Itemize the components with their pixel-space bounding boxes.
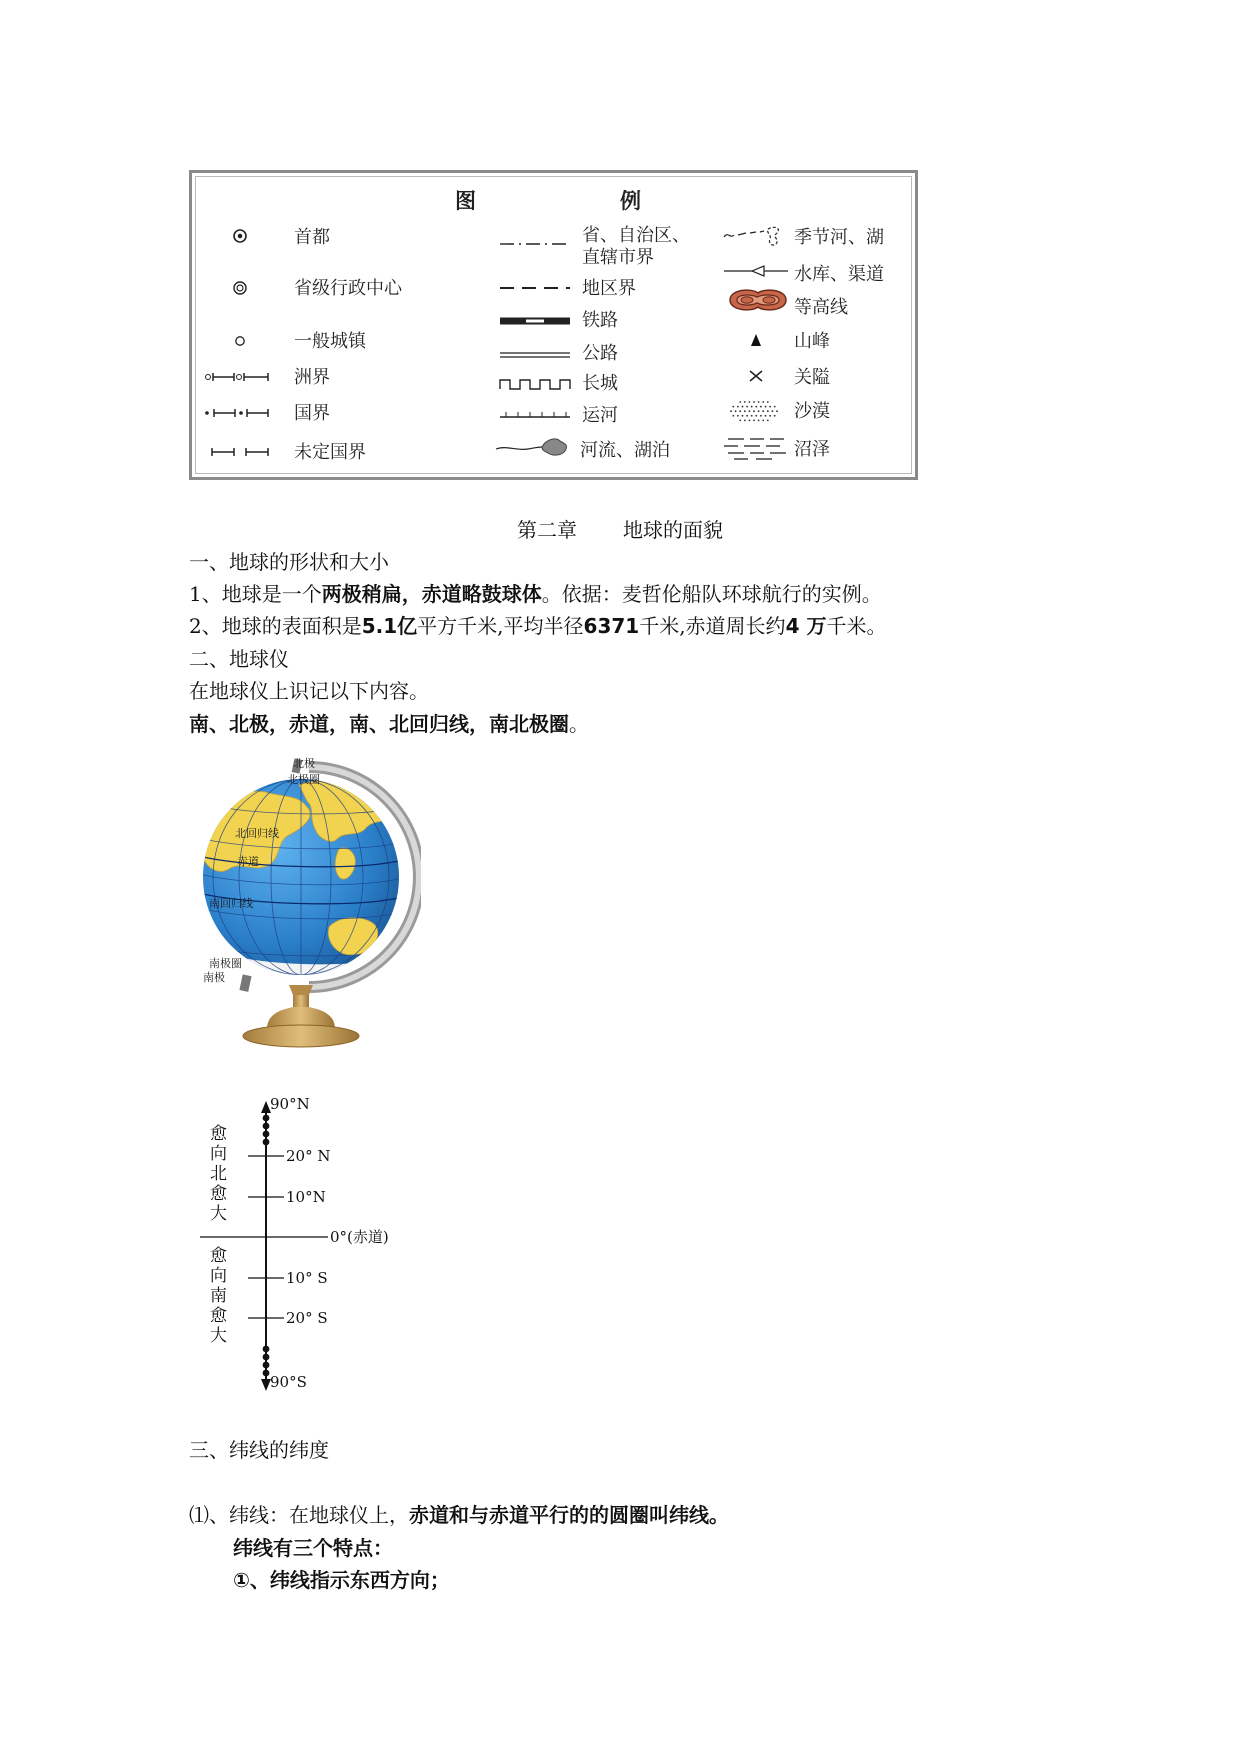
swamp-icon	[724, 435, 788, 461]
desert-dot	[762, 410, 764, 412]
legend-railway: 铁路	[582, 310, 618, 331]
tick-90N: 90°N	[270, 1095, 310, 1113]
desert-dot	[751, 406, 753, 408]
desert-dot	[772, 410, 774, 412]
section-1-heading: 一、地球的形状和大小	[189, 550, 389, 574]
legend-great-wall: 长城	[582, 373, 618, 394]
great-wall-icon	[500, 378, 570, 390]
south-char-5: 大	[210, 1326, 227, 1346]
legend-river-lake: 河流、湖泊	[580, 440, 670, 461]
tick-20S: 20° S	[286, 1309, 328, 1327]
river-lake-icon	[494, 435, 574, 459]
label-south-pole: 南极	[203, 971, 225, 984]
desert-dot	[762, 401, 764, 403]
desert-dot	[744, 410, 746, 412]
peak-icon	[750, 333, 762, 347]
desert-dot	[749, 420, 751, 422]
tick-10S: 10° S	[286, 1269, 328, 1287]
desert-dot	[744, 401, 746, 403]
label-equator: 赤道	[237, 855, 259, 868]
national-boundary-icon	[204, 408, 272, 418]
legend-peak: 山峰	[794, 331, 830, 352]
p5-prefix: ⑴、纬线：在地球仪上，	[189, 1503, 409, 1527]
desert-dot	[746, 415, 748, 417]
latitude-diagram	[200, 1095, 410, 1399]
legend-province-boundary-2: 直辖市界	[582, 247, 654, 268]
undefined-boundary-icon	[204, 447, 272, 457]
legend-desert: 沙漠	[794, 401, 830, 422]
legend-prefecture-boundary: 地区界	[582, 278, 636, 299]
tick-20N: 20° N	[286, 1147, 331, 1165]
desert-dot	[749, 401, 751, 403]
paragraph-latitude-feature-1: ①、纬线指示东西方向；	[233, 1568, 450, 1592]
globe-figure	[189, 757, 421, 1071]
p4-bold: 南、北极，赤道，南、北回归线，南北极圈	[189, 712, 569, 736]
desert-dot	[751, 415, 753, 417]
desert-dot	[762, 420, 764, 422]
paragraph-latitude-definition	[189, 1502, 729, 1528]
prefecture-boundary-icon	[500, 285, 570, 291]
map-legend	[189, 170, 918, 480]
legend-swamp: 沼泽	[794, 439, 830, 460]
label-north-pole: 北极	[293, 757, 315, 770]
p2-circumference-value: 4 万	[785, 614, 827, 638]
reservoir-channel-icon	[724, 265, 788, 277]
section-2-heading: 二、地球仪	[189, 647, 289, 671]
p1-suffix: 。依据：麦哲伦船队环球航行的实例。	[541, 582, 882, 606]
desert-dot	[744, 420, 746, 422]
tick-90S: 90°S	[270, 1373, 307, 1391]
town-icon	[234, 335, 246, 347]
desert-dot	[735, 410, 737, 412]
legend-town: 一般城镇	[294, 331, 366, 352]
label-tropic-cancer: 北回归线	[235, 827, 279, 840]
p2-text-2: 千米,赤道周长约	[639, 614, 786, 638]
legend-continent-boundary: 洲界	[294, 367, 330, 388]
p2-radius-value: 6371	[583, 614, 640, 638]
desert-dot	[776, 410, 778, 412]
desert-dot	[767, 401, 769, 403]
north-char-1: 愈	[210, 1124, 227, 1144]
desert-dot	[760, 406, 762, 408]
section-3-heading: 三、纬线的纬度	[189, 1438, 329, 1462]
desert-dot	[767, 410, 769, 412]
p2-prefix: 2、地球的表面积是	[189, 614, 362, 638]
legend-provincial-center: 省级行政中心	[294, 278, 402, 299]
south-char-4: 愈	[210, 1306, 227, 1326]
legend-seasonal-river: 季节河、湖	[794, 227, 884, 248]
desert-dot	[739, 420, 741, 422]
continent-boundary-icon	[204, 372, 272, 382]
tick-10N: 10°N	[286, 1188, 326, 1206]
north-char-4: 愈	[210, 1184, 227, 1204]
p1-bold: 两极稍扁，赤道略鼓球体	[321, 582, 542, 606]
paragraph-globe-intro: 在地球仪上识记以下内容。	[189, 679, 429, 703]
north-char-2: 向	[210, 1144, 227, 1164]
desert-dot	[758, 410, 760, 412]
desert-dot	[774, 415, 776, 417]
desert-dot	[737, 415, 739, 417]
south-char-3: 南	[210, 1286, 227, 1306]
label-tropic-capricorn: 南回归线	[209, 897, 253, 910]
desert-dot	[753, 401, 755, 403]
legend-province-boundary-1: 省、自治区、	[582, 225, 690, 246]
desert-dot	[732, 415, 734, 417]
highway-icon	[500, 351, 570, 359]
desert-dot	[737, 406, 739, 408]
contour-icon	[726, 286, 790, 314]
desert-dot	[774, 406, 776, 408]
desert-dot	[760, 415, 762, 417]
desert-dot	[765, 406, 767, 408]
desert-dot	[755, 406, 757, 408]
capital-icon	[232, 228, 248, 244]
paragraph-latitude-features: 纬线有三个特点：	[233, 1536, 393, 1560]
desert-dot	[758, 420, 760, 422]
legend-canal: 运河	[582, 405, 618, 426]
p2-area-value: 5.1亿	[361, 614, 418, 638]
label-arctic-circle: 北极圈	[287, 773, 320, 786]
desert-dot	[730, 410, 732, 412]
desert-dot	[739, 410, 741, 412]
legend-title-left: 图	[455, 189, 476, 213]
desert-dot	[742, 415, 744, 417]
desert-dot	[755, 415, 757, 417]
legend-national-boundary: 国界	[294, 403, 330, 424]
desert-dot	[753, 410, 755, 412]
legend-inner-border	[195, 176, 912, 474]
chapter-title: 地球的面貌	[623, 518, 723, 542]
desert-dot	[758, 401, 760, 403]
desert-dot	[739, 401, 741, 403]
chapter-number: 第二章	[517, 518, 577, 542]
tick-equator: 0°(赤道)	[330, 1228, 389, 1246]
desert-dot	[732, 406, 734, 408]
legend-reservoir-channel: 水库、渠道	[794, 264, 884, 285]
label-antarctic-circle: 南极圈	[209, 957, 242, 970]
south-char-2: 向	[210, 1266, 227, 1286]
legend-undefined-boundary: 未定国界	[294, 442, 366, 463]
legend-contour: 等高线	[794, 297, 848, 318]
paragraph-earth-shape	[189, 581, 882, 607]
p5-bold: 赤道和与赤道平行的的圆圈叫纬线。	[409, 1503, 729, 1527]
paragraph-earth-size	[189, 613, 886, 639]
p2-text-3: 千米。	[826, 614, 887, 638]
desert-icon	[728, 399, 780, 423]
desert-dot	[765, 415, 767, 417]
p1-prefix: 1、地球是一个	[189, 582, 322, 606]
legend-title-right: 例	[620, 189, 641, 213]
pass-icon	[749, 370, 763, 382]
desert-dot	[753, 420, 755, 422]
p4-end: 。	[569, 712, 589, 736]
railway-icon	[500, 317, 570, 325]
south-char-1: 愈	[210, 1246, 227, 1266]
provincial-center-icon	[232, 280, 248, 296]
desert-dot	[767, 420, 769, 422]
desert-dot	[769, 415, 771, 417]
legend-highway: 公路	[582, 343, 618, 364]
p2-text-1: 平方千米,平均半径	[417, 614, 584, 638]
north-char-5: 大	[210, 1204, 227, 1224]
chapter-heading	[0, 517, 1240, 543]
paragraph-globe-items	[189, 711, 589, 737]
seasonal-river-icon	[724, 225, 788, 247]
province-boundary-icon	[500, 241, 570, 247]
legend-pass: 关隘	[794, 367, 830, 388]
canal-icon	[500, 409, 570, 419]
legend-capital: 首都	[294, 227, 330, 248]
north-char-3: 北	[210, 1164, 227, 1184]
desert-dot	[769, 406, 771, 408]
desert-dot	[746, 406, 748, 408]
desert-dot	[749, 410, 751, 412]
desert-dot	[742, 406, 744, 408]
